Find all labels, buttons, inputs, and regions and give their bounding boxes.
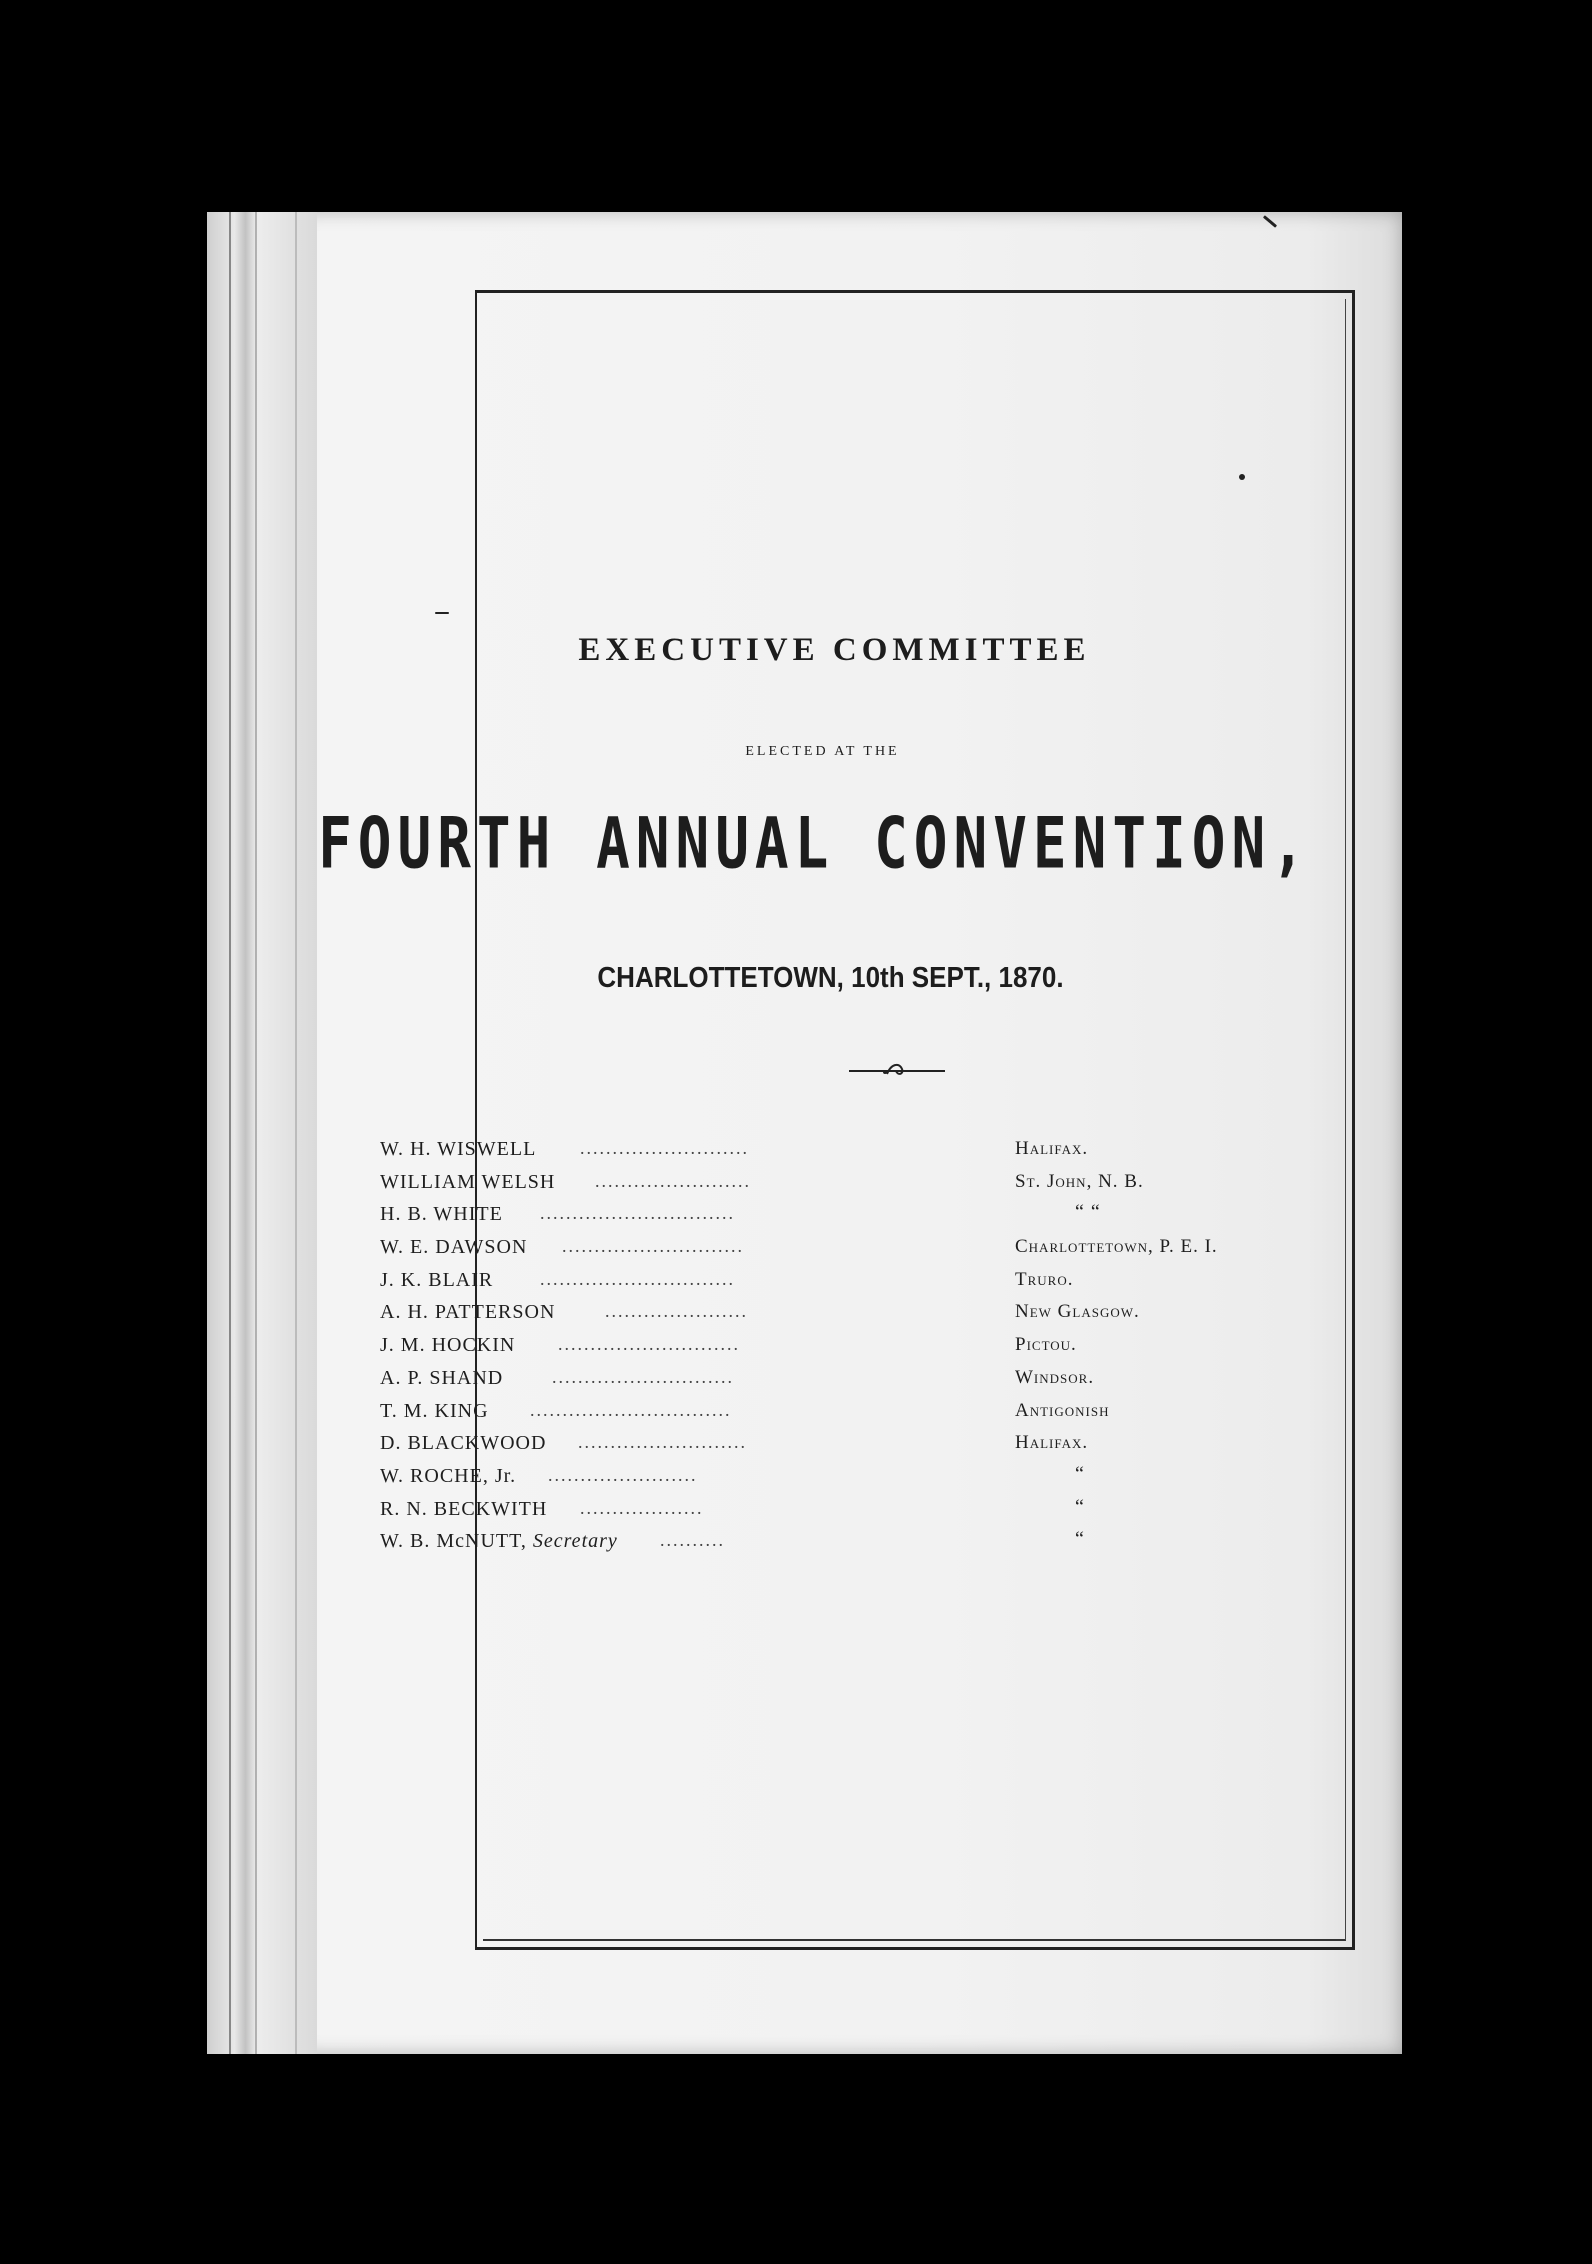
member-place: Halifax. <box>1015 1432 1089 1454</box>
leader-dots: ............................ <box>552 1366 734 1387</box>
member-place: “ “ <box>1075 1201 1101 1224</box>
leader-dots: ............................ <box>562 1236 744 1257</box>
roster-row <box>380 1400 1330 1433</box>
print-speck <box>1263 215 1277 228</box>
member-name: A. H. PATTERSON <box>380 1301 556 1324</box>
roster-row <box>380 1203 1330 1236</box>
leader-dots: .......... <box>660 1530 725 1551</box>
page-spine <box>207 212 317 2054</box>
roster-row <box>380 1236 1330 1269</box>
leader-dots: ....................... <box>548 1464 698 1485</box>
convention-date-line: CHARLOTTETOWN, 10th SEPT., 1870. <box>597 960 1064 994</box>
document-page <box>207 212 1402 2054</box>
member-place: “ <box>1075 1462 1085 1485</box>
roster-row <box>380 1334 1330 1367</box>
print-speck <box>435 612 449 614</box>
spine-edge-line <box>255 212 257 2054</box>
roster-row <box>380 1495 1330 1531</box>
member-name: T. M. KING <box>380 1399 489 1422</box>
print-speck <box>1239 474 1245 480</box>
leader-dots: ............................... <box>530 1399 732 1420</box>
member-place: Charlottetown, P. E. I. <box>1015 1236 1218 1258</box>
member-place: “ <box>1075 1528 1085 1551</box>
leader-dots: ................... <box>580 1497 704 1518</box>
member-name: H. B. WHITE <box>380 1203 503 1226</box>
leader-dots: .............................. <box>540 1268 735 1289</box>
roster-row <box>380 1138 1330 1171</box>
roster-row <box>380 1171 1330 1204</box>
roster-row <box>380 1432 1330 1465</box>
leader-dots: .............................. <box>540 1203 735 1224</box>
page-border-frame <box>475 290 1355 1950</box>
member-name: WILLIAM WELSH <box>380 1170 556 1193</box>
ornament-rule-icon <box>847 1060 947 1078</box>
leader-dots: .......................... <box>580 1138 749 1158</box>
leader-dots: ........................ <box>595 1170 751 1191</box>
committee-heading: EXECUTIVE COMMITTEE <box>578 632 1091 668</box>
member-name: W. E. DAWSON <box>380 1236 528 1259</box>
member-place: Windsor. <box>1015 1366 1095 1388</box>
member-name: J. M. HOCKIN <box>380 1334 516 1357</box>
page-border-inner <box>483 299 1346 1941</box>
leader-dots: .......................... <box>578 1432 747 1453</box>
member-place: Truro. <box>1015 1268 1074 1290</box>
member-name: J. K. BLAIR <box>380 1268 494 1291</box>
member-name: W. ROCHE, Jr. <box>380 1464 517 1487</box>
roster-row <box>380 1367 1330 1400</box>
member-name: R. N. BECKWITH <box>380 1497 548 1520</box>
member-name: D. BLACKWOOD <box>380 1432 547 1455</box>
member-place: Antigonish <box>1015 1399 1110 1421</box>
leader-dots: ...................... <box>605 1301 748 1322</box>
member-role: Secretary <box>532 1530 618 1553</box>
roster-row <box>380 1462 1330 1498</box>
member-place: St. John, N. B. <box>1015 1170 1144 1192</box>
member-name: W. B. McNUTT, Secretary <box>380 1530 618 1553</box>
leader-dots: ............................ <box>558 1334 740 1355</box>
member-name: A. P. SHAND <box>380 1366 504 1389</box>
roster-row <box>380 1530 1330 1563</box>
spine-edge-line <box>229 212 231 2054</box>
member-name: W. H. WISWELL <box>380 1138 537 1160</box>
spine-edge-line <box>295 212 297 2054</box>
member-place: Halifax. <box>1015 1138 1089 1159</box>
roster-row <box>380 1301 1330 1334</box>
elected-subheading: ELECTED AT THE <box>745 744 900 759</box>
member-place: Pictou. <box>1015 1334 1077 1356</box>
member-place: New Glasgow. <box>1015 1301 1140 1323</box>
convention-title: FOURTH ANNUAL CONVENTION, <box>318 803 1311 886</box>
roster-row <box>380 1269 1330 1302</box>
committee-roster <box>380 1138 1330 1563</box>
member-place: “ <box>1075 1495 1085 1518</box>
